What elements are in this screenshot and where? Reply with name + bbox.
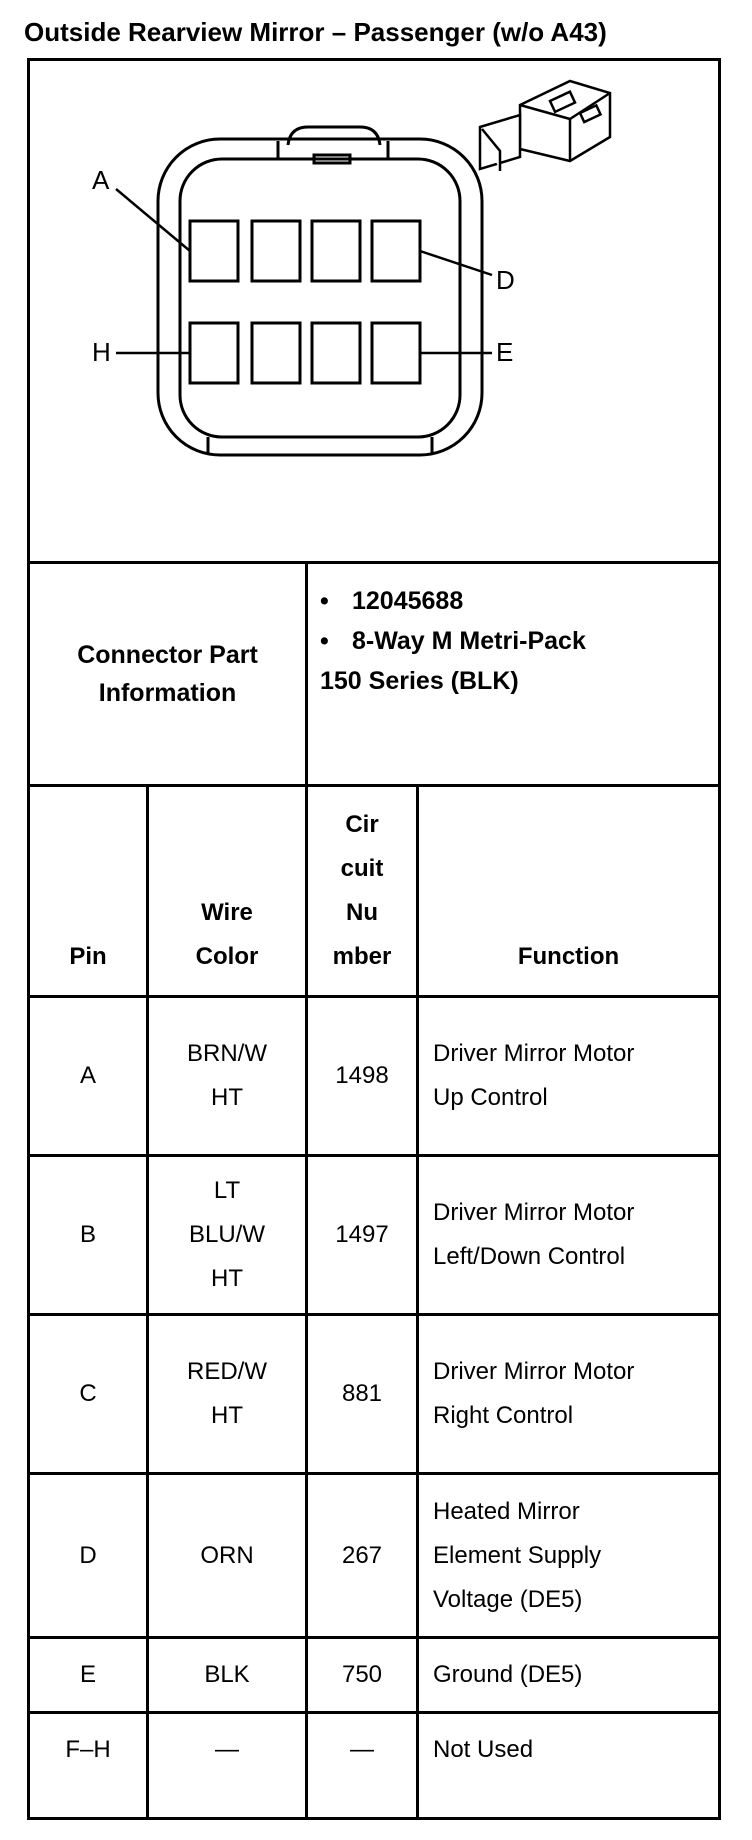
header-wire-color: Wire Color — [195, 899, 259, 970]
connector-3d-icon — [480, 81, 610, 171]
part-number: 12045688 — [352, 587, 464, 615]
connector-info-values: • 12045688 • 8-Way M Metri-Pack 150 Series (BLK) — [320, 581, 586, 701]
header-circuit-number: Cir cuit Nu mber — [332, 811, 392, 970]
header-pin: Pin — [69, 943, 107, 970]
pin-label-a: A — [92, 165, 110, 195]
cavity-h — [190, 323, 238, 383]
connector-series: 150 Series (BLK) — [320, 667, 519, 695]
cavity-a — [190, 221, 238, 281]
cavity-e — [372, 323, 420, 383]
connector-info-label: Connector Part Information — [77, 641, 258, 707]
page-title: Outside Rearview Mirror – Passenger (w/o A43) — [24, 17, 607, 47]
connector-table-frame: A D H E Connector Part Information • 12045688 • 8-Way M Metri-Pack 150 Series (BLK) Pin Wire Color Cir cuit Nu mber Function A BRN/W HT 1498 Driver Mirror Motor Up Control B LT BLU/W HT 1497 Driver Mirror Motor Left/Down Control C RED/W HT 881 Driver Mirror Motor Right Control D ORN 267 Heated Mirror Element Supply Voltage (DE5) E BLK 750 Ground (DE5) F–H — — Not Used — [27, 58, 721, 1820]
pin-label-e: E — [496, 337, 514, 367]
pin-label-h: H — [92, 337, 111, 367]
connector-type: 8-Way M Metri-Pack — [352, 627, 586, 655]
pin-label-d: D — [496, 265, 515, 295]
header-function: Function — [517, 943, 620, 970]
cavity-d — [372, 221, 420, 281]
connector-diagram — [30, 61, 718, 561]
